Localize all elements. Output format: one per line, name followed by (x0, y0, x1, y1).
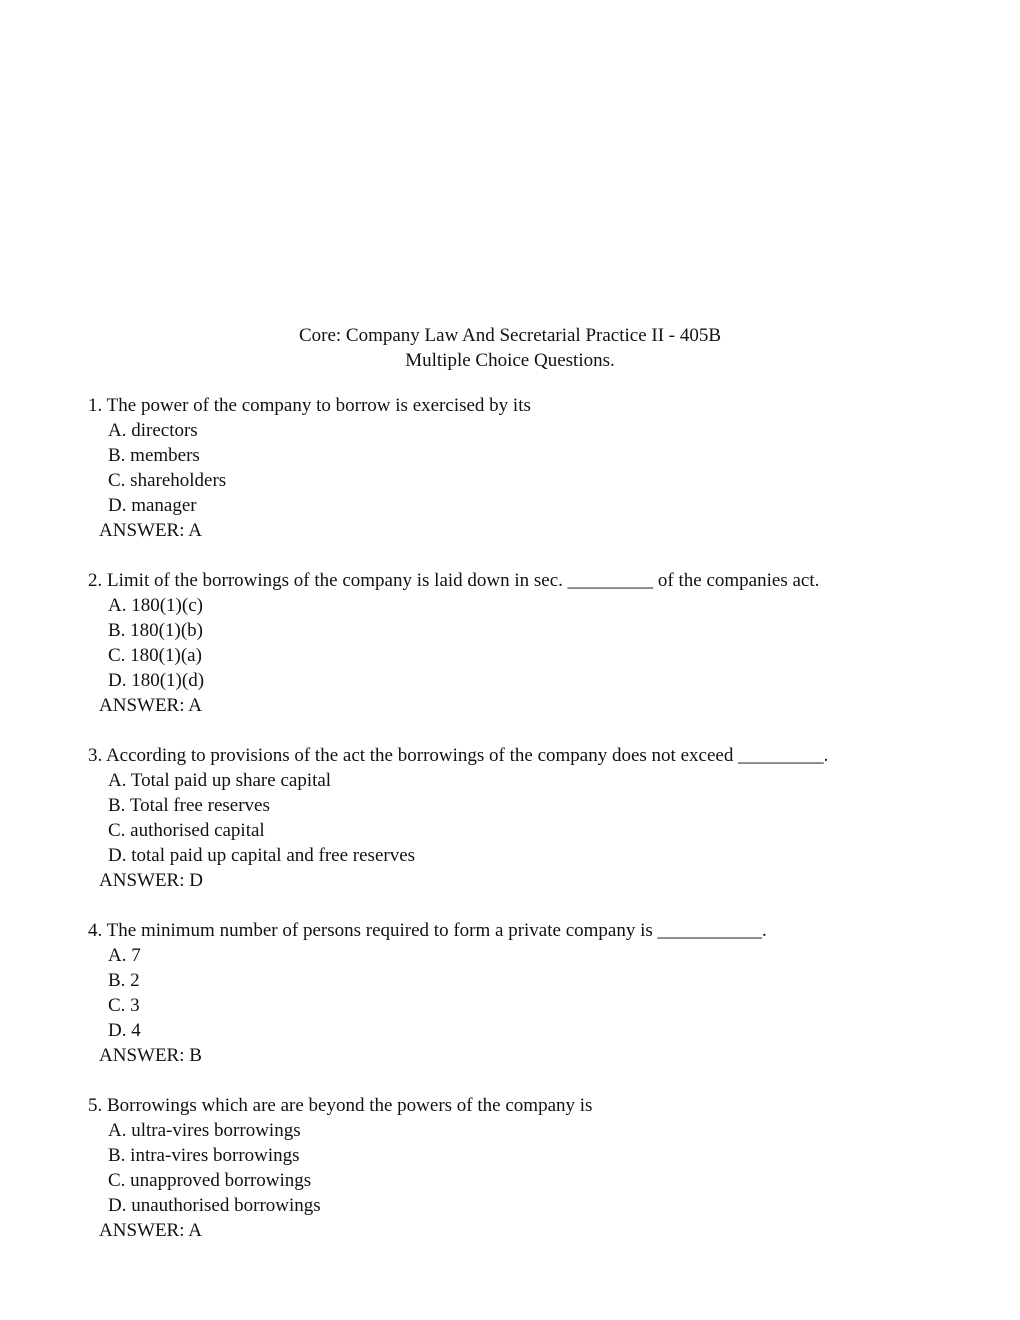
answer-option: B. 180(1)(b) (108, 620, 203, 641)
answer-option: A. ultra-vires borrowings (108, 1120, 301, 1141)
answer-option: C. authorised capital (108, 820, 265, 841)
question-block (88, 918, 767, 1068)
question-block (88, 1093, 592, 1243)
correct-answer: ANSWER: A (99, 695, 202, 716)
answer-option: D. manager (108, 495, 197, 516)
answer-option: A. 180(1)(c) (108, 595, 203, 616)
question-stem: 3. According to provisions of the act the borrowings of the company does not exceed _________. (88, 745, 829, 766)
answer-option: D. unauthorised borrowings (108, 1195, 321, 1216)
question-block (88, 393, 531, 543)
question-block (88, 568, 819, 718)
correct-answer: ANSWER: A (99, 520, 202, 541)
question-block (88, 743, 828, 893)
document-subtitle: Multiple Choice Questions. (405, 350, 615, 371)
answer-option: D. total paid up capital and free reserves (108, 845, 416, 866)
answer-option: C. shareholders (108, 470, 227, 491)
answer-option: D. 180(1)(d) (108, 670, 205, 691)
answer-option: B. 2 (108, 970, 140, 991)
answer-option: B. intra-vires borrowings (108, 1145, 300, 1166)
answer-option: C. 3 (108, 995, 140, 1016)
answer-option: B. Total free reserves (108, 795, 270, 816)
answer-option: C. unapproved borrowings (108, 1170, 312, 1191)
answer-option: A. 7 (108, 945, 141, 966)
answer-option: B. members (108, 445, 200, 466)
correct-answer: ANSWER: B (99, 1045, 202, 1066)
question-stem: 2. Limit of the borrowings of the company is laid down in sec. _________ of the companies act. (88, 570, 820, 591)
correct-answer: ANSWER: A (99, 1220, 202, 1241)
document-title: Core: Company Law And Secretarial Practice II - 405B (298, 325, 722, 346)
answer-option: C. 180(1)(a) (108, 645, 202, 666)
answer-option: A. directors (108, 420, 198, 441)
answer-option: A. Total paid up share capital (108, 770, 332, 791)
answer-option: D. 4 (108, 1020, 141, 1041)
question-stem: 4. The minimum number of persons required to form a private company is ___________. (88, 920, 767, 941)
question-stem: 1. The power of the company to borrow is exercised by its (88, 395, 531, 416)
correct-answer: ANSWER: D (99, 870, 203, 891)
question-stem: 5. Borrowings which are are beyond the powers of the company is (88, 1095, 593, 1116)
